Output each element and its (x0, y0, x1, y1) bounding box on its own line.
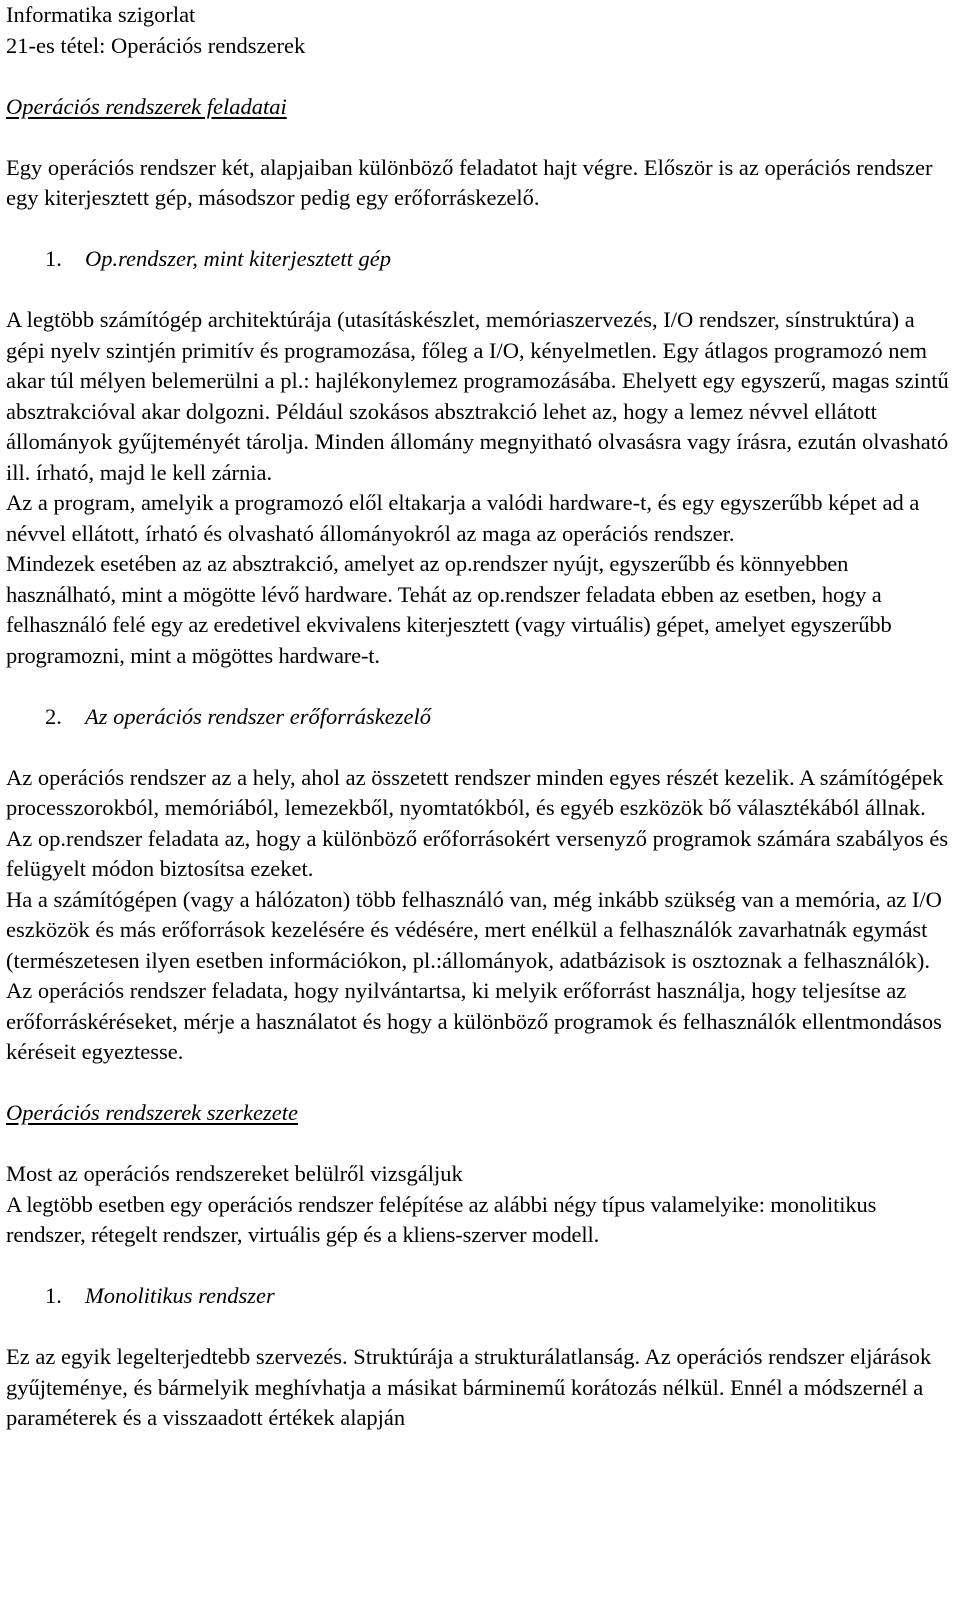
section-heading-tasks: Operációs rendszerek feladatai (6, 93, 287, 119)
spacer (6, 275, 956, 306)
spacer (6, 61, 956, 92)
item-number: 1. (45, 246, 62, 271)
spacer (6, 122, 956, 153)
item-label: Az operációs rendszer erőforráskezelő (85, 703, 432, 729)
paragraph: Az a program, amelyik a programozó elől eltakarja a valódi hardware-t, és egy egyszerűbb képet ad a névvel ellátott, írható és olvasható állományokról az maga az operációs rendszer. (6, 490, 920, 546)
spacer (6, 1312, 956, 1343)
spacer (6, 1129, 956, 1160)
item-label: Op.rendszer, mint kiterjesztett gép (85, 246, 392, 271)
paragraph: Az operációs rendszer az a hely, ahol az összetett rendszer minden egyes részét kezelik. A számítógépek processzorokból, memóriából, lemezekből, nyomtatókból, és egyéb eszközök bő választékából állnak. Az op.rendszer feladata az, hogy a különböző erőforrásokért versenyző programok számára szabályos és felügyelt módon biztosítsa ezeket. (6, 764, 949, 881)
spacer (6, 1068, 956, 1099)
paragraph: Most az operációs rendszereket belülről vizsgáljuk (6, 1161, 463, 1186)
paragraph: Mindezek esetében az az absztrakció, amelyet az op.rendszer nyújt, egyszerűbb és könnyebben használható, mint a mögötte lévő hardware. Tehát az op.rendszer feladata ebben az esetben, hogy a felhasználó felé egy az eredetivel ekvivalens kiterjesztett (vagy virtuális) gépet, amelyet egyszerűbb programozni, mint a mögöttes hardware-t. (6, 551, 892, 668)
section-heading-structure: Operációs rendszerek szerkezete (6, 1100, 298, 1125)
course-title: Informatika szigorlat (6, 2, 196, 27)
paragraph: Ha a számítógépen (vagy a hálózaton) több felhasználó van, még inkább szükség van a memória, az I/O eszközök és más erőforrások kezelésére és védésére, mert enélkül a felhasználók zavarhatnák egymást (természetesen ilyen esetben információkon, pl.:állományok, adatbázisok is osztoznak a felhasználók). Az operációs rendszer feladata, hogy nyilvántartsa, ki melyik erőforrást használja, hogy teljesítse az erőforráskéréseket, mérje a használatot és hogy a különböző programok és felhasználók ellentmondásos kéréseit egyeztesse. (6, 886, 942, 1064)
subheading-resource-manager (6, 702, 956, 733)
item-number: 2. (45, 703, 62, 729)
intro-paragraph: Egy operációs rendszer két, alapjaiban különböző feladatot hajt végre. Először is az operációs rendszer egy kiterjesztett gép, másodszor pedig egy erőforráskezelő. (6, 154, 933, 210)
spacer (6, 732, 956, 763)
document-page (6, 0, 956, 1434)
spacer (6, 1251, 956, 1282)
spacer (6, 214, 956, 245)
item-label: Monolitikus rendszer (85, 1283, 275, 1308)
topic-title: 21-es tétel: Operációs rendszerek (6, 32, 306, 58)
paragraph: A legtöbb esetben egy operációs rendszer felépítése az alábbi négy típus valamelyike: monolitikus rendszer, rétegelt rendszer, virtuális gép és a kliens-szerver modell. (6, 1191, 877, 1247)
subheading-monolithic (6, 1281, 956, 1312)
subheading-extended-machine (6, 244, 956, 275)
paragraph: A legtöbb számítógép architektúrája (utasításkészlet, memóriaszervezés, I/O rendszer, sínstruktúra) a gépi nyelv szintjén primitív és programozása, főleg a I/O, kényelmetlen. Egy átlagos programozó nem akar túl mélyen belemerülni a pl.: hajlékonylemez programozásába. Ehelyett egy egyszerű, magas szintű absztrakcióval akar dolgozni. Például szokásos absztrakció lehet az, hogy a lemez névvel ellátott állományok gyűjteményét tárolja. Minden állomány megnyitható olvasásra vagy írásra, ezután olvasható ill. írható, majd le kell zárnia. (6, 307, 949, 485)
item-number: 1. (45, 1283, 62, 1308)
paragraph: Ez az egyik legelterjedtebb szervezés. Struktúrája a strukturálatlanság. Az operációs rendszer eljárások gyűjteménye, és bármelyik meghívhatja a másikat bárminemű korátozás nélkül. Ennél a módszernél a paraméterek és a visszaadott értékek alapján (6, 1344, 932, 1430)
spacer (6, 671, 956, 702)
